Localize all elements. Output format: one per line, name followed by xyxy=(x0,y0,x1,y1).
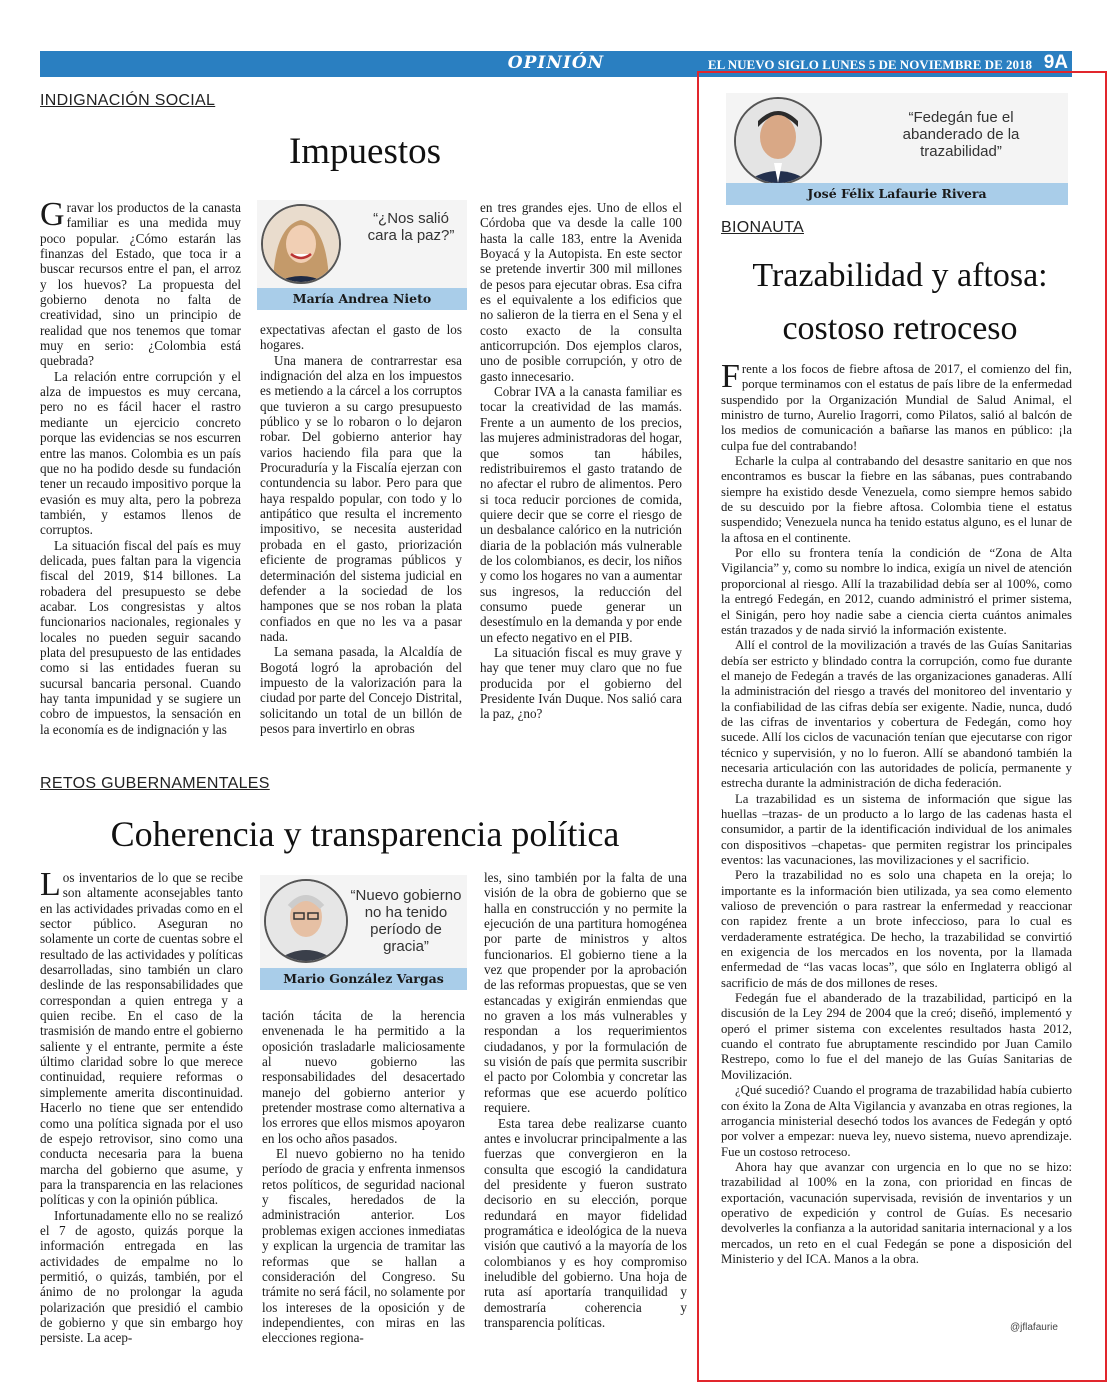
article2-pull-quote: “Nuevo gobierno no ha tenido período de gracia” xyxy=(350,887,462,955)
portrait-jose-felix-lafaurie xyxy=(734,97,822,185)
article3-pull-quote: “Fedegán fue el abanderado de la trazabilidad” xyxy=(902,109,1020,160)
article1-author-box xyxy=(257,200,467,310)
paragraph: Echarle la culpa al contrabando del desastre sanitario en que nos encontramos es buscar la fiebre en las sábanas, pues contrabando siempre ha existido desde Venezuela, como siempre hemos sabido de su descuido por la fiebre aftosa. Colombia tiene el estatus suspendido; Venezuela nunca ha tenido estatus alguno, es el lunar de la aftosa en el continente. xyxy=(721,454,1072,545)
article1-kicker: INDIGNACIÓN SOCIAL xyxy=(40,92,216,109)
article2-dropcap: L xyxy=(40,866,61,903)
paragraph: rente a los focos de fiebre aftosa de 2017, el comienzo del fin, porque terminamos con el estatus de país libre de la enfermedad suspendido por la Organización Mundial de Salud Animal, el ministro de turno, Aurelio Iragorri, como Pilatos, salió al balcón de los medios de comunicación a bañarse las manos en público: ¡la culpa fue del contrabando! xyxy=(721,362,1072,453)
article1-pull-quote: “¿Nos salió cara la paz?” xyxy=(367,210,455,244)
paragraph: ¿Qué sucedió? Cuando el programa de trazabilidad había cubierto con éxito la Zona de Alta Vigilancia y avanzaba en otras regiones, la arrogancia ministerial desechó todos los avances de Fedegán y optó por volver a empezar: nueva ley, nuevo sistema, nuevo aprendizaje. Fue un costoso retroceso. xyxy=(721,1083,1072,1159)
paragraph: La trazabilidad es un sistema de información que sigue las huellas –trazas- de un producto a lo largo de las cadenas hasta el consumidor, a partir de la identificación individual de los animales con dispositivos –chapetas- que permiten registrar los principales eventos: las vacunaciones, las movilizaciones y el sacrificio. xyxy=(721,791,1072,867)
portrait-maria-andrea-nieto xyxy=(261,204,341,284)
article1-dropcap: G xyxy=(40,196,65,233)
paragraph: Allí el control de la movilización a través de las Guías Sanitarias debía ser estricto y blindado contra la corrupción, como fue durante el manejo de Fedegán a través de las organizaciones ganaderas. Allí la administración del riesgo a través del monitoreo del inventario y la confiabilidad de las cifras debía ser exigente. Nadie, nunca, dudó de las cifras de inventarios y cobertura de Fedegán, como hoy sucede. Allí los ciclos de vacunación tenían que ejecutarse con rigor técnico y supervisión, y no lo fueron. Allí se abandonó también la necesaria articulación con las autoridades de policía, permanente y estrecha durante la administración de dicha federación. xyxy=(721,638,1072,791)
article3-author-box xyxy=(726,93,1068,205)
paragraph: La relación entre corrupción y el alza de impuestos es muy cercana, pero no es fácil hacer el rastro mediante un ejercicio concreto porque las evidencias se nos escurren entre las manos. Colombia es un país que no ha podido desde su fundación tener un recaudo impositivo porque la evasión es muy alta, pero la pobreza también, y estamos llenos de corruptos. xyxy=(40,368,241,538)
paragraph: les, sino también por la falta de una visión de la obra de gobierno que se halla en construcción y no permite la ejecución de una partitura homogénea por parte de ministros y altos funcionarios. El gobierno tiene a la vez que propender por la aprobación de las reformas propuestas, que se ven estancadas y exigirán enmiendas que no graven a los más vulnerables y respondan a los requerimientos ciudadanos, y por la formulación de su visión de país que permita suscribir el pacto por Colombia y concretar las reformas que ese acuerdo político requiere. xyxy=(484,870,687,1116)
article2-author: Mario González Vargas xyxy=(260,968,467,990)
paragraph: La situación fiscal es muy grave y hay que tener muy claro que no fue producida por el gobierno del Presidente Iván Duque. Nos salió cara la paz, ¿no? xyxy=(480,644,682,722)
paragraph: tación tácita de la herencia envenenada le ha permitido a la oposición trasladarle maliciosamente al nuevo gobierno las responsabilidades del desacertado manejo del gobierno anterior y pretender mostrase como alternativa a los errores que ellos mismos apoyaron en los ocho años pasados. xyxy=(262,1008,465,1146)
article3-author: José Félix Lafaurie Rivera xyxy=(726,183,1068,205)
paragraph: Cobrar IVA a la canasta familiar es tocar la creatividad de las mamás. Frente a un aumento de los precios, las mujeres administradoras del hogar, que somos tan hábiles, redistribuiremos el gasto tratando de no afectar el rubro de alimentos. Pero si toca reducir porciones de comida, quiere decir que se corre el riesgo de un desbalance calórico en la nutrición diaria de la población más vulnerable de los colombianos, es decir, los niños y como los hogares no van a aumentar sus ingresos, la reducción del consumo puede generar un desestímulo en la demanda y por ende un efecto negativo en el PIB. xyxy=(480,384,682,645)
paragraph: Esta tarea debe realizarse cuanto antes e involucrar principalmente a las fuerzas que convergieron en la consulta que escogió la candidatura del presidente y fueron sustrato decisorio en su elección, porque redundará en mayor fidelidad programática e ideológica de la nueva visión que cautivó a la mayoría de los colombianos y es hoy compromiso ineludible del gobierno. Una hoja de ruta así aportaría tranquilidad y demostraría coherencia y transparencia políticas. xyxy=(484,1115,687,1330)
paragraph: Ahora hay que avanzar con urgencia en lo que no se hizo: trazabilidad al 100% en la zona, con prioridad en fincas de exportación, vacunación supervisada, revisión de inventarios y un operativo de expedición y control de Guías. Es necesario devolverles la confianza a la autoridad sanitaria internacional y a los mercados, un reto en el cual Fedegán se pone a disposición del Ministerio y del ICA. Manos a la obra. xyxy=(721,1159,1072,1266)
paragraph: La situación fiscal del país es muy delicada, pues faltan para la vigencia fiscal del 2019, $14 billones. La robadera del presupuesto se debe acabar. Los congresistas y altos funcionarios nacionales, regionales y locales no pueden seguir sacando plata del presupuesto de las entidades como si las entidades fueran su sucursal bancaria personal. Cuando hay tanta impunidad y se sugiere un cobro de impuestos, la sensación en la economía es de indignación y las xyxy=(40,537,241,737)
article3-kicker: BIONAUTA xyxy=(721,219,805,236)
paragraph: Infortunadamente ello no se realizó el 7 de agosto, quizás porque la información entregada en las actividades de empalme no lo permitió, o quizás, también, por el ánimo de no prolongar la aguda polarización que presidió el cambio de gobierno y que sin embargo hoy persiste. La acep- xyxy=(40,1207,243,1346)
paragraph: La semana pasada, la Alcaldía de Bogotá logró la aprobación del impuesto de la valorización para la ciudad por parte del Concejo Distrital, solicitando un total de un billón de pesos para invertirlo en obras xyxy=(260,644,462,736)
paragraph: expectativas afectan el gasto de los hogares. xyxy=(260,322,462,353)
article1-column-1 xyxy=(40,196,241,737)
article2-title: Coherencia y transparencia política xyxy=(110,814,620,854)
article1-column-2 xyxy=(260,322,462,736)
article2-column-2 xyxy=(262,1008,465,1346)
paragraph: Pero la trazabilidad no es solo una chapeta en la oreja; lo importante es la información bien utilizada, ya sea como elemento valioso de prevención o para rastrear la enfermedad y reaccionar con rapidez frente a un brote infeccioso, para lo cual es verdaderamente estratégica. De hecho, la trazabilidad se convirtió en exigencia de los mercados en los noventa, por la llamada enfermedad de “las vacas locas”, que sólo en Inglaterra obligó al sacrificio de más de dos millones de reses. xyxy=(721,868,1072,990)
article3-dropcap: F xyxy=(721,358,740,395)
article2-author-box xyxy=(260,875,467,990)
article2-kicker: RETOS GUBERNAMENTALES xyxy=(40,775,270,792)
paragraph: ravar los productos de la canasta familiar es una medida muy poco popular. ¿Cómo estarán las finanzas del Estado, que toca ir a buscar recursos entre el pan, el arroz y los huevos? La propuesta del gobierno denota no falta de creatividad, sino un principio de realidad que nos tenemos que tomar muy en serio: ¿Colombia está quebrada? xyxy=(40,200,241,369)
article2-column-3 xyxy=(484,870,687,1330)
article3-title-line-2: costoso retroceso xyxy=(782,310,1018,347)
paragraph: Una manera de contrarrestar esa indignación del alza en los impuestos es metiendo a la cárcel a los corruptos que tuvieron a su cargo presupuesto público y se lo robaron o lo dejaron robar. Del gobierno anterior hay varios haciendo fila para que la Procuraduría y la Fiscalía ejerzan con contundencia su labor. Pero para que haya respaldo popular, con todo y lo antipático que resulta el incremento impositivo, se necesita austeridad probada en el gasto, priorización eficiente de programas públicos y determinación del sistema judicial en defender a la sociedad de los hampones que se nos roban la plata confiados en que no les va a pasar nada. xyxy=(260,352,462,644)
paragraph: en tres grandes ejes. Uno de ellos el Córdoba que va desde la calle 100 hasta la calle 183, entre la Avenida Boyacá y la Autopista. En este sector se pretende invertir 300 mil millones de pesos para ejecutar obras. Esa cifra es el equivalente a los edificios que no salieron de la tierra en el Sena y el costo exacto de la consulta anticorrupción. Dos ejemplos claros, uno de posible corrupción, y otro de gasto innecesario. xyxy=(480,200,682,384)
twitter-handle: @jflafaurie xyxy=(1010,1322,1058,1333)
paragraph: El nuevo gobierno no ha tenido período de gracia y enfrenta inmensos retos políticos, de seguridad nacional y fiscales, heredados de la administración anterior. Los problemas exigen acciones inmediatas y explican la urgencia de tramitar las reformas que se hallan a consideración del Congreso. Su trámite no será fácil, no solamente por los intereses de la oposición y de independientes, con miras en las elecciones regiona- xyxy=(262,1146,465,1346)
article1-title: Impuestos xyxy=(288,131,442,172)
paragraph: Por ello su frontera tenía la condición de “Zona de Alta Vigilancia” y, como su nombre lo indica, exigía un nivel de atención proporcional al riesgo. Allí la trazabilidad debía ser al 100%, como la entregó Fedegán, en 2012, cuando administró el primer sistema, el Sinigán, pero hoy nadie sabe a ciencia cierta cuántos animales están trazados y de nada sirvió la información existente. xyxy=(721,546,1072,637)
article3-title-line-1: Trazabilidad y aftosa: xyxy=(752,257,1048,294)
page-number: 9A xyxy=(1043,52,1068,73)
article3-body xyxy=(721,358,1072,1267)
section-title: OPINIÓN xyxy=(507,53,605,73)
article1-author: María Andrea Nieto xyxy=(257,288,467,310)
article1-column-3 xyxy=(480,200,682,722)
article2-column-1 xyxy=(40,866,243,1346)
portrait-mario-gonzalez-vargas xyxy=(264,879,348,963)
paper-date: EL NUEVO SIGLO LUNES 5 DE NOVIEMBRE DE 2018 xyxy=(707,57,1032,72)
paragraph: os inventarios de lo que se recibe son altamente aconsejables tanto en las actividades privadas como en el sector público. Aseguran no solamente un corte de cuentas sobre el resultado de las actividades y políticas desarrolladas, sino también un claro deslinde de las responsabilidades que correspondan a quien entrega y a quien recibe. En el caso de la trasmisión de mando entre el gobierno saliente y el entrante, permite a éste último claridad sobre lo que merece continuidad, requiere reformas o simplemente amerita discontinuidad. Hacerlo no tiene que ser entendido como una política signada por el uso de espejo retrovisor, sino como una conducta necesaria para la buena marcha del gobierno que asume, y para la transparencia en las relaciones políticas y con la opinión pública. xyxy=(40,870,243,1208)
paragraph: Fedegán fue el abanderado de la trazabilidad, participó en la discusión de la Ley 294 de 2004 que la creó; diseñó, implementó y operó el primer sistema con excelentes resultados hasta 2012, cuando el contrato fue abruptamente rescindido por Juan Camilo Restrepo, como lo fue el del manejo de las Guías Sanitarias de Movilización. xyxy=(721,991,1072,1082)
